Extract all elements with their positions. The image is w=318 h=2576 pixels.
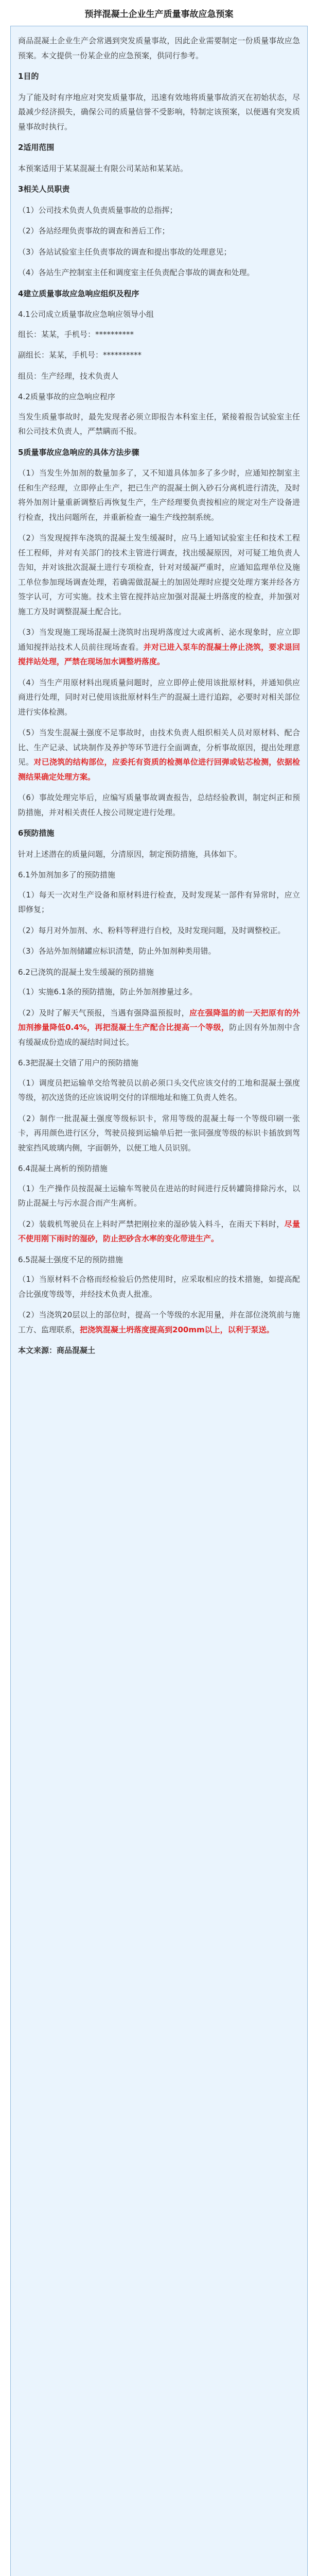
highlight-text: 应在强降温的前一天把原有的外加剂掺量降低0.4%，再把混凝土生产配合比提高一个等级， [18,1008,300,1032]
subsection-heading: 4.1公司成立质量事故应急响应领导小组 [18,310,154,319]
paragraph: 针对上述潜在的质量问题，分清原因，制定预防措施，具体如下。 [18,849,242,859]
highlight-text: 尽量不使用刚下雨时的湿砂，防止把砂含水率的变化带进生产。 [18,1219,300,1243]
list-item [18,725,300,784]
subsection-heading: 6.4混凝土离析的预防措施 [18,1164,108,1173]
list-item [18,1006,300,1050]
list-item: （4）当生产用原材料出现质量问题时，应立即停止使用该批原材料，并通知供应商进行处理，同时对已使用该批原材料生产的混凝土进行追踪，必要时对相关部位进行实体检测。 [18,677,300,717]
list-item: （4）各站生产控制室主任和调度室主任负责配合事故的调查和处理。 [18,268,255,277]
section-heading: 3相关人员职责 [18,184,70,194]
list-item [18,1217,300,1246]
subsection-heading: 6.2已浇筑的混凝土发生缓凝的预防措施 [18,967,154,977]
subsection-heading: 6.3把混凝土交错了用户的预防措施 [18,1058,138,1067]
list-item-text: 防止因有外加剂中含有缓凝成份造成的凝结时间过长。 [18,1023,300,1047]
subsection-heading: 6.1外加剂加多了的预防措施 [18,870,115,879]
section-heading: 4建立质量事故应急响应组织及程序 [18,289,139,298]
list-item: （2）制作一批混凝土强度等级标识卡，常用等级的混凝土每一个等级印刷一张卡，再用颜色进行区分，驾驶员接到运输单后把一张同强度等级的标识卡插放到驾驶室挡风玻璃内侧，字面朝外，以便工地人员识别。 [18,1113,300,1153]
list-item-text: （3）当发现施工现场混凝土浇筑时出现坍落度过大或离析、泌水现象时，应立即通知搅拌站技术人员前往现场查看。 [18,628,300,652]
list-item-text: （2）装载机驾驶员在上料时严禁把刚拉来的湿砂装入料斗，在雨天下料时， [18,1219,285,1229]
list-item: （1）当原材料不合格而经检验后仍然使用时，应采取相应的技术措施，如提高配合比强度等级等，并经技术负责人批准。 [18,1275,300,1299]
intro-paragraph: 商品混凝土企业生产会常遇到突发质量事故，因此企业需要制定一份质量事故应急预案。本文提供一份某企业的应急预案，供同行参考。 [18,36,300,60]
list-item: （3）各站外加剂储罐应标识清楚，防止外加剂种类用错。 [18,946,216,956]
subsection-heading: 4.2质量事故的应急响应程序 [18,392,115,401]
subsection-heading: 6.5混凝土强度不足的预防措施 [18,1255,123,1264]
list-item-text: （2）及时了解天气预报，当遇有强降温预报时， [18,1008,189,1018]
paragraph: 为了能及时有序地应对突发质量事故，迅速有效地将质量事故消灭在初始状态，尽最减少经济损失，确保公司的质量信誉不受影响，特制定该预案，以便遇有突发质量事故时执行。 [18,92,300,131]
list-item-text: （5）当发生混凝土强度不足事故时，由技术负责人组织相关人员对原材料、配合比、生产记录、试块制作及养护等环节进行全面调查，分析事故原因，提出处理意见。 [18,728,300,767]
list-item: （3）各站试验室主任负责事故的调查和提出事故的处理意见； [18,247,232,257]
list-item: （2）各站经理负责事故的调查和善后工作； [18,226,170,235]
deputy-line: 副组长：某某，手机号：********** [18,350,142,360]
list-item: （1）每天一次对生产设备和原材料进行检查，及时发现某一部件有异常时，应立即修复； [18,890,300,914]
list-item: （1）当发生外加剂的数量加多了，又不知道具体加多了多少时，应通知控制室主任和生产经理，立即停止生产，把已生产的混凝土倒入砂石分离机进行清洗，及时将外加剂计量重新调整后再恢复生产，生产经理要负责按相应的规定对生产设备进行检查，找出问题所在，并重新检查一遍生产线控制系统。 [18,468,300,522]
list-item: （6）事故处理完毕后，应编写质量事故调查报告，总结经验教训，制定纠正和预防措施，并对相关责任人按公司规定进行处理。 [18,793,300,817]
section-heading: 2适用范围 [18,143,55,152]
section-heading: 6预防措施 [18,828,55,838]
highlight-text: 把浇筑混凝土坍落度提高到200mm以上，以利于泵送。 [80,1325,274,1334]
page-title: 预拌混凝土企业生产质量事故应急预案 [84,9,234,20]
highlight-text: 并对已进入泵车的混凝土停止浇筑，要求退回搅拌站处理，严禁在现场加水调整坍落度。 [18,642,300,666]
highlight-text: 对已浇筑的结构部位，应委托有资质的检测单位进行回弹或钻芯检测，依据检测结果确定处理方案。 [18,757,300,782]
source-line: 本文来源：商品混凝土 [18,1346,96,1355]
list-item [18,1308,300,1337]
list-item: （1）实施6.1条的预防措施，防止外加剂掺量过多。 [18,987,198,996]
list-item: （1）公司技术负责人负责质量事故的总指挥； [18,205,178,215]
list-item [18,625,300,669]
section-heading: 5质量事故应急响应的具体方法步骤 [18,447,139,457]
list-item-text: （2）当浇筑20层以上的部位时，提高一个等级的水泥用量，并在部位浇筑前与施工方、监理联系， [18,1310,300,1334]
paragraph: 本预案适用于某某混凝土有限公司某站和某某站。 [18,163,188,173]
list-item: （2）当发现搅拌车浇筑的混凝土发生缓凝时，应马上通知试验室主任和技术工程任工程师，并对有关部门的技术主管进行调查，找出缓凝原因，对可疑工地负责人告知，并对该批次混凝土进行专项检查，针对对缓凝严重时，应通知监理单位及施工单位参加现场调查处理，若确需做混凝土的加固处理时应提交处理方案并经各方签字认可，方可实施。技术主管在搅拌站应加强对混凝土坍落度的检查，并加强对施工方及时调整混凝土配合比。 [18,533,300,616]
list-item: （1）生产操作员按混凝土运输车驾驶员在进站的时间进行反转罐筒排除污水，以防止混凝土与污水混合而产生离析。 [18,1183,300,1208]
paragraph: 当发生质量事故时，最先发现者必须立即报告本科室主任，紧接着报告试验室主任和公司技术负责人，严禁瞒而不报。 [18,412,300,436]
list-item: （2）每月对外加剂、水、粉料等秤进行自校，及时发现问题，及时调整校正。 [18,925,286,935]
section-heading: 1目的 [18,72,39,81]
leader-line: 组长：某某，手机号：********** [18,329,134,339]
members-line: 组员：生产经理，技术负责人 [18,371,119,381]
article-body [10,26,308,2576]
list-item: （1）调度员把运输单交给驾驶员以前必须口头交代应该交付的工地和混凝土强度等级，初次送货的还应该说明交付的详细地址和施工负责人姓名。 [18,1078,300,1102]
